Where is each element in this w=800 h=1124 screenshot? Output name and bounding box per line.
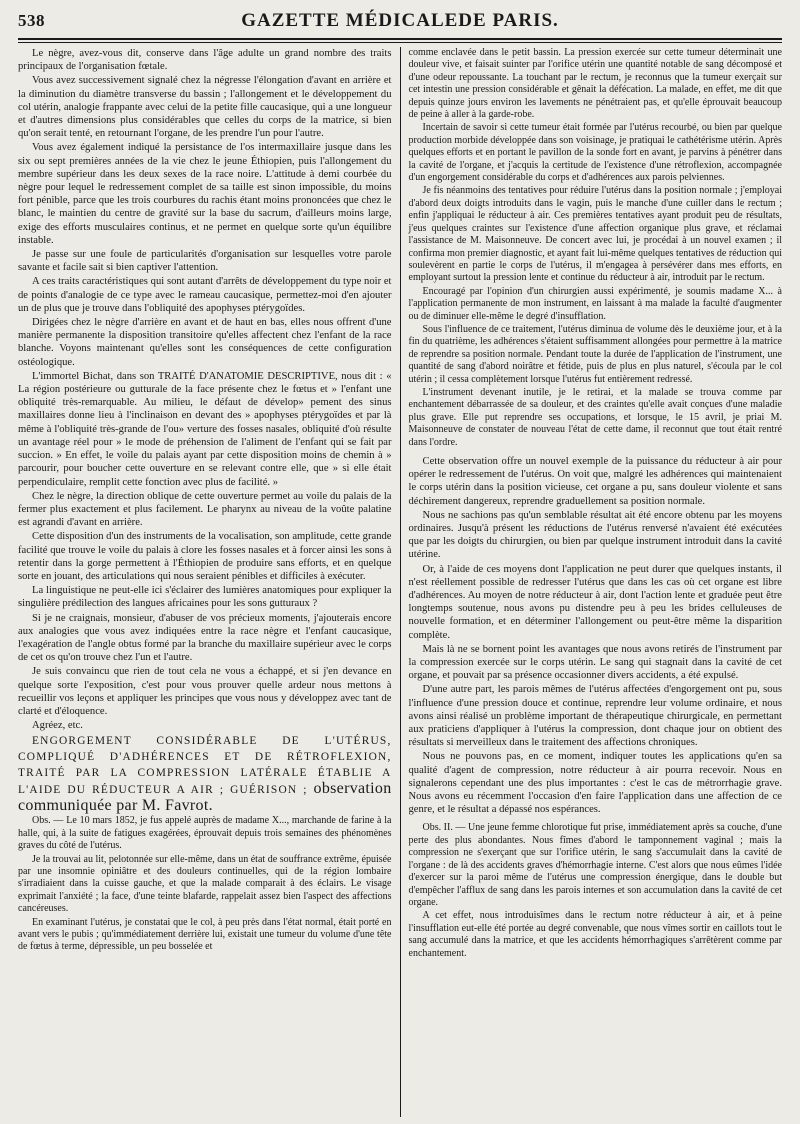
paragraph: Cette disposition d'un des instruments de la vocalisation, son amplitude, cette grande facilité que trouve le voile du palais à clore les fosses nasales et à forcer ainsi les sons à retentir dans la gorge permettent à l'Éthiopien de produire sans efforts, et en quelque sorte en jouant, des articulations qui nous seraient pénibles et difficiles à exécuter. — [18, 531, 392, 582]
paragraph: Nous ne sachions pas qu'un semblable résultat ait été encore obtenu par les moyens ordinaires. Jusqu'à présent les réductions de l'utérus renversé n'avaient été exécutées que par les doigts du chirurgien, ou bien par quelque instrument introduit dans la cavité utérine. — [408, 509, 782, 561]
paragraph: Cette observation offre un nouvel exemple de la puissance du réducteur à air pour opérer le redressement de l'utérus. On voit que, malgré les adhérences qui maintenaient le corps utérin dans la position vicieuse, cet organe a pu, sans douleur violente et sans déchirement dangereux, reprendre graduellement sa position normale. — [408, 456, 782, 507]
paragraph: Vous avez également indiqué la persistance de l'os intermaxillaire jusque dans les six ou sept premières années de la vie chez le jeune Éthiopien, puis l'allongement du membre supérieur dans les deux sexes de la race noire. L'attitude à demi courbée du nègre pour lequel le redressement complet de sa taille est sinon impossible, du moins fort pénible, parce que les trois courbures du rachis étant moins prononcées que chez le blanc, le maintien du centre de gravité sur la base du sacrum, d'ailleurs moins large, exige des efforts musculaires continus, et ne permet en quelque sorte qu'un équilibre instable. — [18, 142, 392, 246]
paragraph: Mais là ne se bornent point les avantages que nous avons retirés de l'instrument par la compression exercée sur le corps utérin. Le sang qui stagnait dans la cavité de cet organe, et pouvait par sa présence occasionner divers accidents, a été expulsé. — [408, 643, 782, 682]
left-column — [18, 47, 400, 1117]
paragraph: Incertain de savoir si cette tumeur était formée par l'utérus recourbé, ou bien par quelque production morbide développée dans son voisinage, je pratiquai le cathétérisme utérin. Après quelques efforts et en portant le pavillon de la sonde fort en avant, je parvins à pénétrer dans la cavité de l'organe, et j'acquis la certitude de l'existence d'une rétroflexion, accompagnée d'un engorgement considérable du corps et d'adhérences aux parois pelviennes. — [408, 122, 782, 184]
paragraph: Dirigées chez le nègre d'arrière en avant et de haut en bas, elles nous offrent d'une manière permanente la disposition transitoire qu'elles affectent chez l'enfant de la race blanche. Voyons maintenant qu'elles sont les conséquences de cette configuration ostéologique. — [18, 317, 392, 368]
paragraph: Sous l'influence de ce traitement, l'utérus diminua de volume dès le deuxième jour, et à la fin du quatrième, les adhérences s'étaient suffisamment allongées pour permettre à la matrice de reprendre sa position normale. Pendant toute la durée de l'application de l'instrument, une quantité de sang d'abord noirâtre et fétide, puis de plus en plus naturel, s'écoula par le col utérin ; il cessa complètement lorsque l'utérus fut entièrement redressé. — [408, 323, 782, 385]
paragraph: Je passe sur une foule de particularités d'organisation sur lesquelles votre parole savante et facile sait si bien captiver l'attention. — [18, 249, 392, 274]
paragraph: comme enclavée dans le petit bassin. La pression exercée sur cette tumeur déterminait une douleur vive, et faisait suinter par l'orifice utérin une quantité notable de sang décomposé et d'une odeur repoussante. La touchant par le rectum, je reconnus que la tumeur exerçait sur cet intestin une pression considérable et gênait la défécation. La malade, en effet, me dit que depuis quinze jours environ les lavements ne pénétraient pas, et qu'elle éprouvait beaucoup de peine à aller à la garde-robe. — [408, 47, 782, 121]
paragraph: L'immortel Bichat, dans son TRAITÉ D'ANATOMIE DESCRIPTIVE, nous dit : « La région postérieure ou gutturale de la face présente chez le fœtus et » l'enfant une obliquité très-remarquable. Au milieu, le défaut de dévelop» pement des sinus maxillaires donne lieu à l'inclinaison en devant des » apophyses ptérygoïdes et par là même à l'obliquité très-grande de l'ou» verture des fosses nasales, obliquité d'où résulte un avantage réel pour » le mode de préhension de l'aliment de l'enfant qui se fait par succion. » En effet, le voile du palais ayant par cette disposition moins de chemin à » parcourir, pour boucher cette ouverture en se relevant contre elle, que » si elle était perpendiculaire, remplit cette fonction avec plus de facilité. » — [18, 370, 392, 488]
paragraph: A ces traits caractéristiques qui sont autant d'arrêts de développement du type noir et de points d'analogie de ce type avec le rameau caucasique, permettez-moi d'en ajouter un de plus que je trouve dans l'obliquité des apophyses ptérygoïdes. — [18, 276, 392, 314]
paragraph: Le nègre, avez-vous dit, conserve dans l'âge adulte un grand nombre des traits principaux de l'organisation fœtale. — [18, 48, 392, 73]
page-header — [18, 10, 782, 38]
paragraph: Je fis néanmoins des tentatives pour réduire l'utérus dans la position normale ; j'employai d'abord deux doigts introduits dans le vagin, puis le manche d'une cuiller dans le rectum ; enfin j'appliquai le réducteur à air. Ces premières tentatives ayant produit peu de résultats, j'eus quelques craintes sur l'existence d'une affection organique plus grave, et réclamai l'assistance de M. Maisonneuve. De concert avec lui, je procédai à un nouvel examen ; il confirma mon premier diagnostic, et ayant fait lui-même quelques tentatives de réduction qui soulevèrent en partie le corps de l'utérus, il m'engagea à persévérer dans mes efforts, en employant surtout la pression lente et continue du réducteur à air, introduit par le rectum. — [408, 185, 782, 284]
page-number: 538 — [18, 11, 45, 30]
header-rule — [18, 38, 782, 43]
observation-block — [18, 815, 392, 953]
right-column — [400, 47, 783, 1117]
journal-title: GAZETTE MÉDICALEDE PARIS. — [241, 10, 559, 31]
paragraph: Chez le nègre, la direction oblique de cette ouverture permet au voile du palais de la fermer plus exactement et plus facilement. Le pharynx au niveau de la voûte palatine est agrandi d'avant en arrière. — [18, 490, 392, 529]
observation-continued — [409, 47, 783, 449]
signoff: Agréez, etc. — [32, 720, 83, 732]
paragraph: Obs. II. — Une jeune femme chlorotique fut prise, immédiatement après sa couche, d'une perte des plus abondantes. Nous fîmes d'abord le tamponnement vaginal ; mais la compression ne s'exerçant que sur l'orifice utérin, le sang s'accumulait dans la cavité de l'organe : de là des accidents graves d'hémorrhagie interne. C'est alors que nous eûmes l'idée d'exercer sur la paroi même de l'utérus une compression énergique, dans le double but d'empêcher l'afflux de sang dans les parois internes et son accumulation dans la cavité de cet organe. — [408, 822, 782, 908]
article-title-author: observation communiquée par M. Favrot. — [18, 780, 392, 815]
paragraph: Nous ne pouvons pas, en ce moment, indiquer toutes les applications qu'en sa qualité d'agent de compression, notre réducteur à air pourra recevoir. Nous en signalerons cependant une des plus importantes : c'est le cas de métrorrhagie grave. Nous avons eu récemment l'occasion d'en faire l'application dans une affection de ce genre, et le résultat a dépassé nos espérances. — [408, 751, 782, 816]
paragraph: Encouragé par l'opinion d'un chirurgien aussi expérimenté, je soumis madame X... à l'application permanente de mon instrument, en laissant à ma malade la faculté d'augmenter ou de diminuer elle-même le degré d'insufflation. — [408, 285, 782, 322]
paragraph: L'instrument devenant inutile, je le retirai, et la malade se trouva comme par enchantement débarrassée de sa douleur, et des craintes qu'elle avait conçues d'une maladie plus grave. Elle put reprendre ses occupations, et lorsque, le 15 avril, je priai M. Maisonneuve de constater de nouveau l'état de cette dame, il reconnut que tout était rentré dans l'ordre. — [408, 386, 782, 448]
paragraph: En examinant l'utérus, je constatai que le col, à peu près dans l'état normal, était porté en avant vers le pubis ; qu'immédiatement derrière lui, existait une tumeur du volume d'une tête de fœtus à terme, dépressible, un peu bosselée et — [18, 916, 392, 953]
observation-two — [409, 822, 783, 959]
paragraph: D'une autre part, les parois mêmes de l'utérus affectées d'engorgement ont pu, sous l'influence d'une pression douce et continue, reprendre leur volume ordinaire, et nous avons ainsi réalisé un problème important de thérapeutique chirurgicale, en permettant aux praticiens d'appliquer à l'utérus la compression, dont chaque jour on obtient des résultats si merveilleux dans le traitement des affections chroniques. — [408, 684, 782, 749]
paragraph: La linguistique ne peut-elle ici s'éclairer des lumières anatomiques pour expliquer la singulière prédilection des langues africaines pour les sons gutturaux ? — [18, 585, 392, 610]
paragraph: Je suis convaincu que rien de tout cela ne vous a échappé, et si j'en devance en quelque sorte l'exposition, c'est pour vous prouver quelle ardeur nous mettons à recueillir vos leçons et appliquer les principes que vous nous y développez avec tant de clarté et d'éloquence. — [18, 666, 392, 717]
text-columns — [18, 47, 782, 1117]
article-title — [18, 733, 392, 815]
paragraph: Obs. — Le 10 mars 1852, je fus appelé auprès de madame X..., marchande de farine à la halle, qui, à la suite de fatigues exagérées, éprouvait depuis trois semaines des phénomènes graves du côté de l'utérus. — [18, 815, 392, 852]
paragraph: Je la trouvai au lit, pelotonnée sur elle-même, dans un état de souffrance extrême, épuisée par une insomnie opiniâtre et des douleurs continuelles, qui de la région lombaire s'irradiaient dans la cuisse gauche, et que la malade comparait à des éclairs. Le visage exprimait l'anxiété ; la face, d'une teinte blafarde, rappelait assez bien l'aspect des affections cancéreuses. — [18, 853, 392, 915]
paragraph: Vous avez successivement signalé chez la négresse l'élongation d'avant en arrière et la diminution du diamètre transverse du bassin ; l'allongement et le développement du col utérin, analogie frappante avec celui de la petite fille caucasique, qui a une longueur et d'autres dimensions plus considérables que celles du corps de la matrice, si bien qu'on serait tenté, en retournant l'organe, de les prendre l'un pour l'autre. — [18, 75, 392, 140]
paragraph: Si je ne craignais, monsieur, d'abuser de vos précieux moments, j'ajouterais encore aux analogies que vous avez indiquées entre la race nègre et l'enfant caucasique, l'exagération de l'angle obtus formé par la branche du maxillaire supérieur avec le corps de cet os qu'on trouve chez l'un et l'autre. — [18, 612, 392, 664]
paragraph: Or, à l'aide de ces moyens dont l'application ne peut durer que quelques instants, il n'est réellement possible de redresser l'utérus que dans les cas où cet organe est libre d'adhérences. Au moyen de notre réducteur à air, dont l'action lente et graduée peut être longtemps soutenue, nous avons pu distendre peu à peu les brides celluleuses de nouvelle formation, et en déterminer l'allongement ou peut-être même la disparition complète. — [408, 563, 782, 641]
paragraph: A cet effet, nous introduisîmes dans le rectum notre réducteur à air, et à peine l'insufflation eut-elle été portée au degré convenable, que nous vîmes sortir en caillots tout le sang accumulé dans la matrice, et que les accidents hémorrhagiques s'arrêtèrent comme par enchantement. — [408, 910, 782, 959]
article-title-main: ENGORGEMENT CONSIDÉRABLE DE L'UTÉRUS, COMPLIQUÉ D'ADHÉRENCES ET DE RÉTROFLEXION, TRAITÉ PAR LA COMPRESSION LATÉRALE ÉTABLIE A L'AIDE DU RÉDUCTEUR A AIR ; GUÉRISON ; — [18, 735, 392, 797]
